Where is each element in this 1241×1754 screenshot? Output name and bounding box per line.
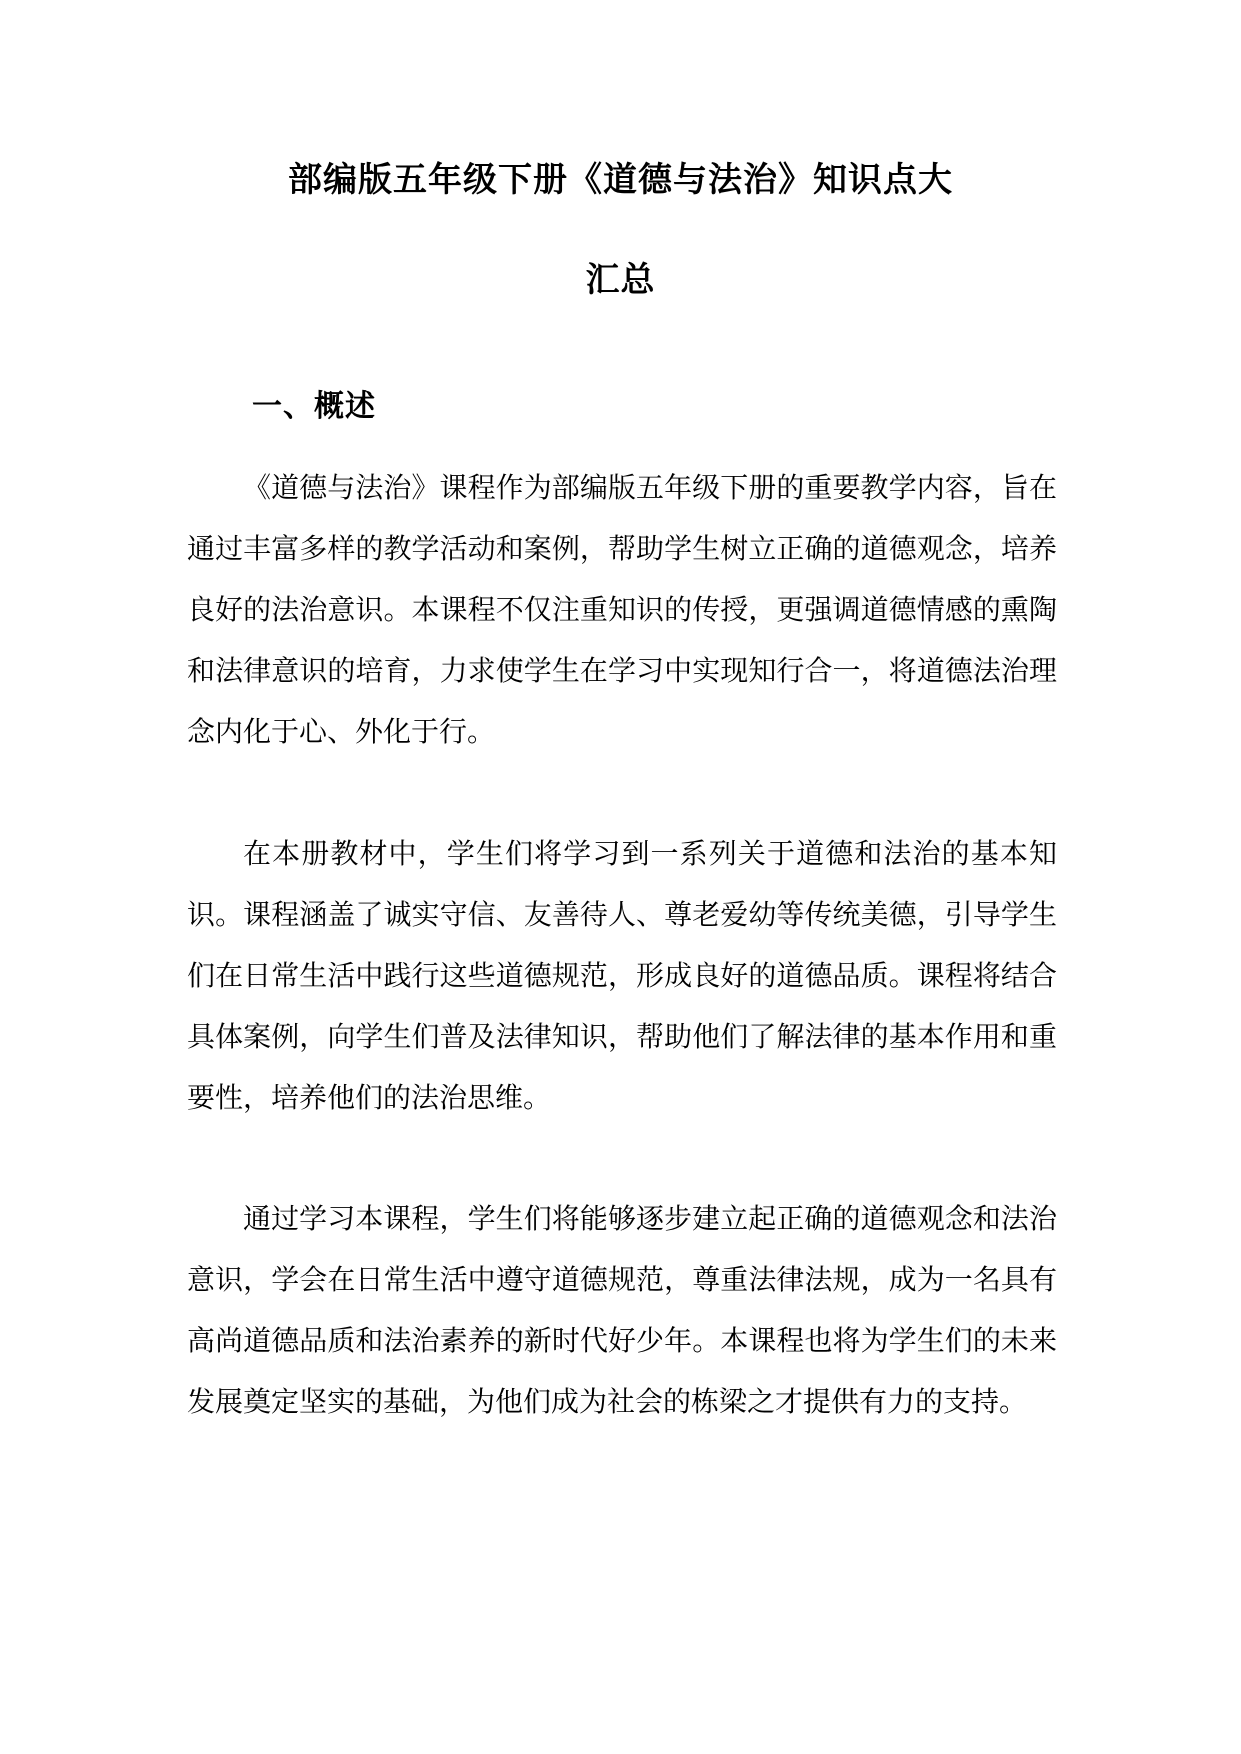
section-heading-overview: 一、概述 <box>252 389 376 424</box>
paragraph-3: 通过学习本课程，学生们将能够逐步建立起正确的道德观念和法治意识，学会在日常生活中遵守道德规范，尊重法律法规，成为一名具有高尚道德品质和法治素养的新时代好少年。本课程也将为学生们的未来发展奠定坚实的基础，为他们成为社会的栋梁之才提供有力的支持。 <box>187 1202 1057 1418</box>
paragraph-1: 《道德与法治》课程作为部编版五年级下册的重要教学内容，旨在通过丰富多样的教学活动和案例，帮助学生树立正确的道德观念，培养良好的法治意识。本课程不仅注重知识的传授，更强调道德情感的熏陶和法律意识的培育，力求使学生在学习中实现知行合一，将道德法治理念内化于心、外化于行。 <box>187 471 1057 748</box>
document-title-line-2: 汇总 <box>585 260 656 300</box>
paragraph-2: 在本册教材中，学生们将学习到一系列关于道德和法治的基本知识。课程涵盖了诚实守信、友善待人、尊老爱幼等传统美德，引导学生们在日常生活中践行这些道德规范，形成良好的道德品质。课程将结合具体案例，向学生们普及法律知识，帮助他们了解法律的基本作用和重要性，培养他们的法治思维。 <box>187 837 1057 1114</box>
document-title-line-1: 部编版五年级下册《道德与法治》知识点大 <box>288 160 953 200</box>
